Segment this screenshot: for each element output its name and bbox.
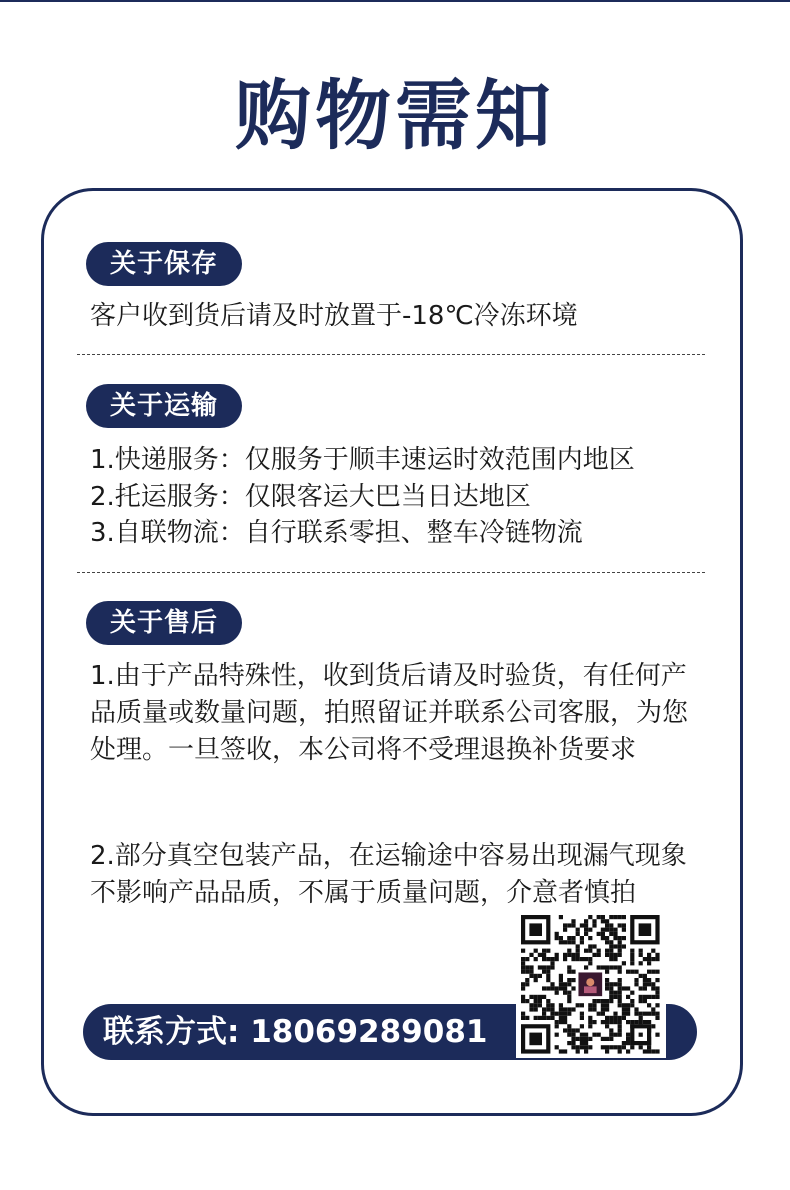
qr-code-icon[interactable] (516, 910, 666, 1058)
section-divider (77, 354, 705, 355)
storage-badge: 关于保存 (86, 242, 242, 286)
shipping-line-2: 2.托运服务：仅限客运大巴当日达地区 (90, 482, 531, 512)
top-rule (0, 0, 790, 2)
section-divider (77, 572, 705, 573)
contact-text: 联系方式: 18069289081 (103, 1014, 488, 1050)
page-title: 购物需知 (235, 71, 555, 160)
qr-code-graphic (518, 912, 664, 1056)
after-sales-paragraph-1: 1.由于产品特殊性，收到货后请及时验货，有任何产品质量或数量问题，拍照留证并联系公司客服，为您处理。一旦签收，本公司将不受理退换补货要求 (90, 661, 689, 765)
after-sales-badge: 关于售后 (86, 601, 242, 645)
shipping-badge: 关于运输 (86, 384, 242, 428)
shipping-line-1: 1.快递服务：仅服务于顺丰速运时效范围内地区 (90, 445, 635, 475)
shipping-line-3: 3.自联物流：自行联系零担、整车冷链物流 (90, 518, 583, 548)
storage-text: 客户收到货后请及时放置于-18℃冷冻环境 (90, 301, 578, 331)
after-sales-paragraph-2: 2.部分真空包装产品，在运输途中容易出现漏气现象不影响产品品质，不属于质量问题，介意者慎拍 (90, 841, 687, 908)
